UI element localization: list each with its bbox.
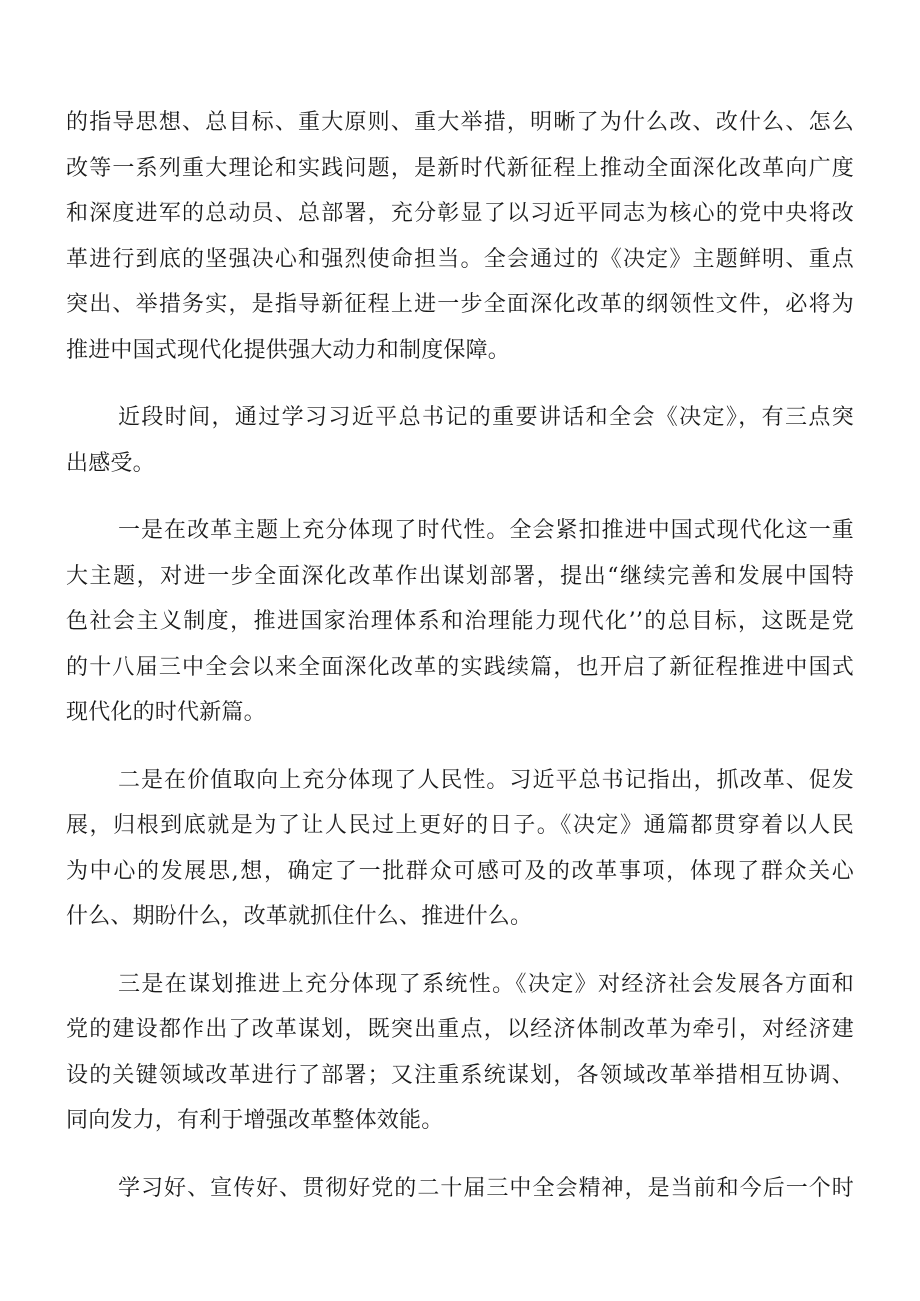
text-line: 三是在谋划推进上充分体现了系统性。《决定》对经济社会发展各方面和 bbox=[118, 971, 854, 997]
text-line: 色社会主义制度，推进国家治理体系和治理能力现代化’’的总目标，这既是党 bbox=[66, 609, 854, 634]
paragraph bbox=[66, 100, 854, 373]
text-line: 一是在改革主题上充分体现了时代性。全会紧扣推进中国式现代化这一重 bbox=[118, 518, 854, 543]
text-line: 同向发力，有利于增强改革整体效能。 bbox=[66, 1108, 444, 1133]
text-line: 设的关键领域改革进行了部署；又注重系统谋划，各领域改革举措相互协调、 bbox=[66, 1062, 854, 1088]
text-line: 什么、期盼什么，改革就抓住什么、推进什么。 bbox=[66, 904, 533, 929]
text-line: 学习好、宣传好、贯彻好党的二十届三中全会精神，是当前和今后一个时 bbox=[118, 1175, 854, 1201]
text-line: 现代化的时代新篇。 bbox=[66, 700, 266, 725]
text-line: 改等一系列重大理论和实践问题，是新时代新征程上推动全面深化改革向广度 bbox=[66, 155, 854, 181]
paragraph bbox=[66, 1166, 854, 1212]
text-line: 近段时间，通过学习习近平总书记的重要讲话和全会《决定》，有三点突 bbox=[118, 405, 854, 430]
paragraph bbox=[66, 962, 854, 1144]
text-line: 为中心的发展思,想，确定了一批群众可感可及的改革事项，体现了群众关心 bbox=[66, 858, 854, 884]
text-line: 和深度进军的总动员、总部署，充分彰显了以习近平同志为核心的党中央将改 bbox=[66, 201, 854, 226]
text-line: 革进行到底的坚强决心和强烈使命担当。全会通过的《决定》主题鲜明、重点 bbox=[66, 246, 854, 272]
paragraph bbox=[66, 395, 854, 486]
text-line: 突出、举措务实，是指导新征程上进一步全面深化改革的纲领性文件，必将为 bbox=[66, 292, 854, 317]
text-line: 的十八届三中全会以来全面深化改革的实践续篇，也开启了新征程推进中国式 bbox=[66, 654, 854, 680]
text-line: 展，归根到底就是为了让人民过上更好的日子。《决定》通篇都贯穿着以人民 bbox=[66, 813, 854, 838]
text-line: 推进中国式现代化提供强大动力和制度保障。 bbox=[66, 337, 511, 363]
paragraph bbox=[66, 758, 854, 940]
document-body bbox=[66, 100, 854, 1233]
text-line: 二是在价值取向上充分体现了人民性。习近平总书记指出，抓改革、促发 bbox=[118, 767, 854, 793]
text-line: 大主题，对进一步全面深化改革作出谋划部署，提出“继续完善和发展中国特 bbox=[66, 563, 854, 589]
paragraph bbox=[66, 508, 854, 736]
text-line: 的指导思想、总目标、重大原则、重大举措，明晰了为什么改、改什么、怎么 bbox=[66, 110, 854, 135]
text-line: 党的建设都作出了改革谋划，既突出重点，以经济体制改革为牵引，对经济建 bbox=[66, 1017, 854, 1042]
text-line: 出感受。 bbox=[66, 450, 155, 476]
